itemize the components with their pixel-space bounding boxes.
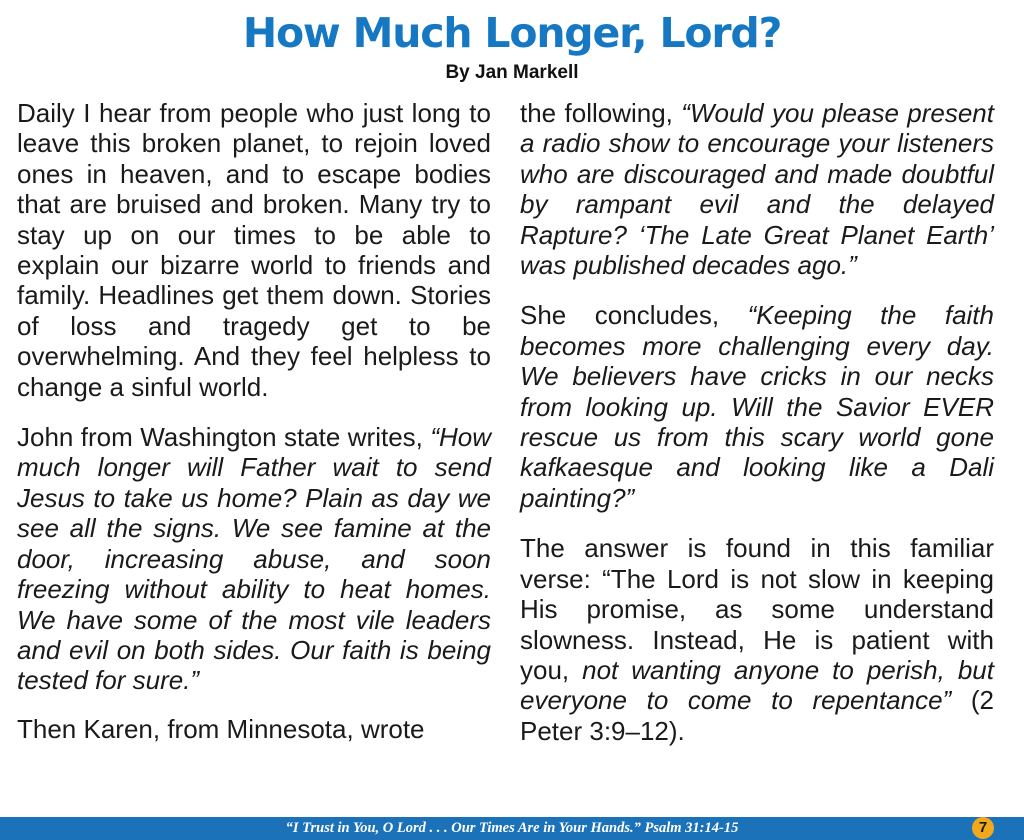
karen-lead: the following,	[520, 98, 673, 128]
conclusion-quote: “Keeping the faith becomes more challenging every day. We believers have cricks in our necks from looking up. Will the Savior EVER rescue us from this scary world gone kafkaesque and looking like a Dali painting?”	[520, 300, 994, 513]
scripture-reference: (2 Peter 3:9–12).	[520, 685, 994, 746]
answer-italic: not wanting anyone to perish, but everyone to come to repentance”	[520, 654, 994, 716]
page-number-badge: 7	[972, 817, 994, 839]
paragraph-conclusion	[520, 300, 994, 513]
paragraph-john	[17, 422, 491, 696]
karen-quote: “Would you please present a radio show to encourage your listeners who are discouraged and made doubtful by rampant evil and the delayed Rapture? ‘The Late Great Planet Earth’ was published decades ago.”	[520, 98, 994, 281]
left-column	[17, 98, 491, 764]
john-lead: John from Washington state writes,	[17, 422, 423, 453]
conclusion-lead: She concludes,	[520, 300, 720, 331]
footer-verse: “I Trust in You, O Lord . . . Our Times Are in Your Hands.” Psalm 31:14-15	[285, 820, 739, 836]
answer-text: The answer is found in this familiar verse: “The Lord is not slow in keeping His promise, as some understand slowness. Instead, He is patient with you,	[520, 533, 994, 685]
article-byline: By Jan Markell	[445, 62, 579, 83]
john-quote: “How much longer will Father wait to send Jesus to take us home? Plain as day we see all the signs. We see famine at the door, increasing abuse, and soon freezing without ability to heat homes. We have some of the most vile leaders and evil on both sides. Our faith is being tested for sure.”	[17, 422, 491, 696]
footer-bar	[0, 817, 1024, 840]
paragraph-karen-quote	[520, 98, 994, 280]
right-column	[520, 98, 994, 766]
paragraph-answer	[520, 533, 994, 746]
paragraph-karen-start: Then Karen, from Minnesota, wrote	[17, 713, 425, 744]
article-title: How Much Longer, Lord?	[242, 9, 782, 57]
paragraph-intro: Daily I hear from people who just long to leave this broken planet, to rejoin loved ones in heaven, and to escape bodies that are bruised and broken. Many try to stay up on our times to be able to explain our bizarre world to friends and family. Headlines get them down. Stories of loss and tragedy get to be overwhelming. And they feel helpless to change a sinful world.	[17, 98, 491, 402]
